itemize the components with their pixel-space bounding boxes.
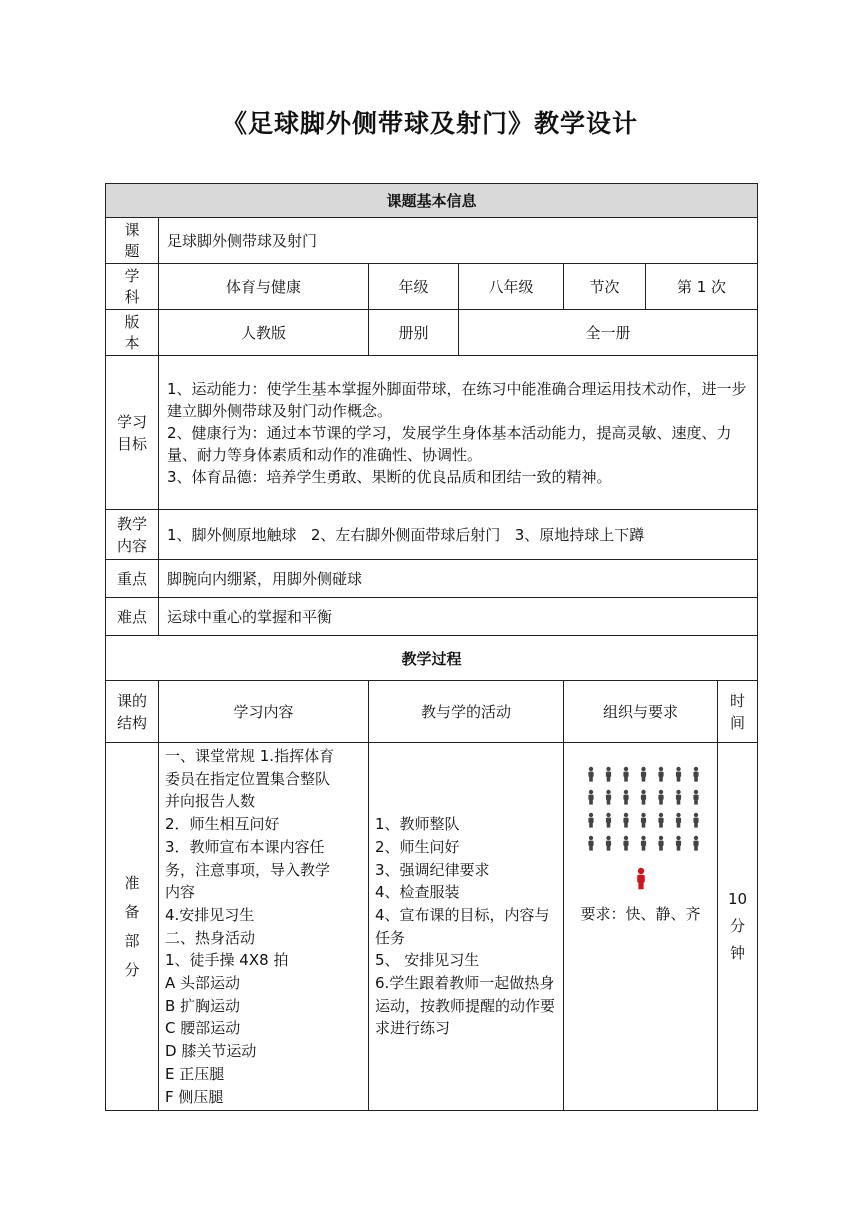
student-icon xyxy=(658,836,663,851)
learning-line: D 膝关节运动 xyxy=(165,1042,257,1061)
goal-item: 2、健康行为：通过本节课的学习，发展学生身体基本活动能力，提高灵敏、速度、力量、耐力等身体素质和动作的准确性、协调性。 xyxy=(167,423,732,464)
student-icon xyxy=(641,813,646,828)
activity-line: 5、 安排见习生 xyxy=(375,951,480,970)
prep-activity xyxy=(369,743,564,1111)
student-icon xyxy=(623,836,628,851)
student-icon xyxy=(676,836,681,851)
content-label: 教学内容 xyxy=(106,510,159,560)
activity-line: 1、教师整队 xyxy=(375,815,460,834)
student-icon xyxy=(588,767,593,782)
student-icon xyxy=(623,767,628,782)
document-title: 《足球脚外侧带球及射门》教学设计 xyxy=(221,109,638,138)
col-structure: 课的结构 xyxy=(106,681,159,743)
prep-time: 10分钟 xyxy=(718,743,758,1111)
session-label: 节次 xyxy=(564,264,646,310)
learning-line: 内容 xyxy=(165,883,196,902)
learning-line: 3．教师宣布本课内容任 xyxy=(165,837,325,856)
section-header-process: 教学过程 xyxy=(106,636,758,681)
learning-line: 一、课堂常规 1.指挥体育 xyxy=(165,747,335,765)
volume-value: 全一册 xyxy=(459,310,758,356)
student-icon xyxy=(588,836,593,851)
activity-line: 2、师生问好 xyxy=(375,837,460,856)
student-icon xyxy=(588,790,593,805)
col-organization: 组织与要求 xyxy=(564,681,718,743)
student-icon xyxy=(606,767,611,782)
formation-figures xyxy=(564,763,718,903)
activity-line: 4、检查服装 xyxy=(375,883,460,902)
col-time: 时间 xyxy=(718,681,758,743)
student-icon xyxy=(676,813,681,828)
difficulty-value: 运球中重心的掌握和平衡 xyxy=(159,598,758,636)
goals-label: 学习目标 xyxy=(106,356,159,510)
learning-line: 务，注意事项，导入教学 xyxy=(165,860,331,879)
col-activity: 教与学的活动 xyxy=(369,681,564,743)
formation-diagram xyxy=(564,743,717,1103)
subject-value: 体育与健康 xyxy=(159,264,369,310)
learning-line: 并向报告人数 xyxy=(165,792,256,811)
prep-requirement: 要求：快、静、齐 xyxy=(580,905,701,923)
lesson-plan-table xyxy=(105,183,758,1111)
goal-item: 3、体育品德：培养学生勇敢、果断的优良品质和团结一致的精神。 xyxy=(167,467,612,486)
key-label: 重点 xyxy=(106,560,159,598)
learning-line: F 侧压腿 xyxy=(165,1087,224,1106)
edition-label: 版本 xyxy=(106,310,159,356)
edition-value: 人教版 xyxy=(159,310,369,356)
learning-line: 二、热身活动 xyxy=(165,928,256,947)
col-learning: 学习内容 xyxy=(159,681,369,743)
activity-line: 4、宣布课的目标，内容与任务 xyxy=(375,905,550,947)
student-icon xyxy=(606,790,611,805)
prep-organization xyxy=(564,743,718,1111)
student-icon xyxy=(606,813,611,828)
student-icon xyxy=(658,790,663,805)
student-icon xyxy=(588,813,593,828)
difficulty-label: 难点 xyxy=(106,598,159,636)
student-icon xyxy=(606,836,611,851)
student-icon xyxy=(676,767,681,782)
learning-line: 2．师生相互问好 xyxy=(165,815,280,834)
subject-label: 学科 xyxy=(106,264,159,310)
student-icon xyxy=(641,836,646,851)
student-icon xyxy=(623,813,628,828)
prep-structure: 准备部分 xyxy=(106,743,159,1111)
learning-line: 委员在指定位置集合整队 xyxy=(165,769,331,788)
session-value: 第 1 次 xyxy=(646,264,758,310)
goals-list xyxy=(159,356,758,510)
learning-line: C 腰部运动 xyxy=(165,1019,241,1038)
student-icon xyxy=(693,813,698,828)
student-icon xyxy=(693,836,698,851)
student-icon xyxy=(658,813,663,828)
prep-learning xyxy=(159,743,369,1111)
volume-label: 册别 xyxy=(369,310,459,356)
student-icon xyxy=(658,767,663,782)
teacher-icon xyxy=(637,868,645,889)
learning-line: 1、徒手操 4X8 拍 xyxy=(165,951,289,970)
learning-line: E 正压腿 xyxy=(165,1064,225,1083)
topic-label: 课题 xyxy=(106,218,159,264)
key-value: 脚腕向内绷紧，用脚外侧碰球 xyxy=(159,560,758,598)
student-icon xyxy=(693,767,698,782)
learning-line: A 头部运动 xyxy=(165,974,241,993)
grade-value: 八年级 xyxy=(459,264,564,310)
section-header-basic-info: 课题基本信息 xyxy=(106,184,758,218)
student-icon xyxy=(641,767,646,782)
activity-line: 6.学生跟着教师一起做热身运动，按教师提醒的动作要求进行练习 xyxy=(375,974,556,1038)
activity-line: 3、强调纪律要求 xyxy=(375,860,490,879)
goal-item: 1、运动能力：使学生基本掌握外脚面带球，在练习中能准确合理运用技术动作，进一步建立脚外侧带球及射门动作概念。 xyxy=(167,379,747,420)
topic-value: 足球脚外侧带球及射门 xyxy=(159,218,758,264)
student-icon xyxy=(693,790,698,805)
grade-label: 年级 xyxy=(369,264,459,310)
student-icon xyxy=(623,790,628,805)
student-icon xyxy=(641,790,646,805)
teacher-figure-icon xyxy=(637,868,645,889)
learning-line: 4.安排见习生 xyxy=(165,905,255,924)
learning-line: B 扩胸运动 xyxy=(165,996,241,1015)
content-value: 1、脚外侧原地触球 2、左右脚外侧面带球后射门 3、原地持球上下蹲 xyxy=(159,510,758,560)
student-group-icon xyxy=(588,767,698,851)
student-icon xyxy=(676,790,681,805)
